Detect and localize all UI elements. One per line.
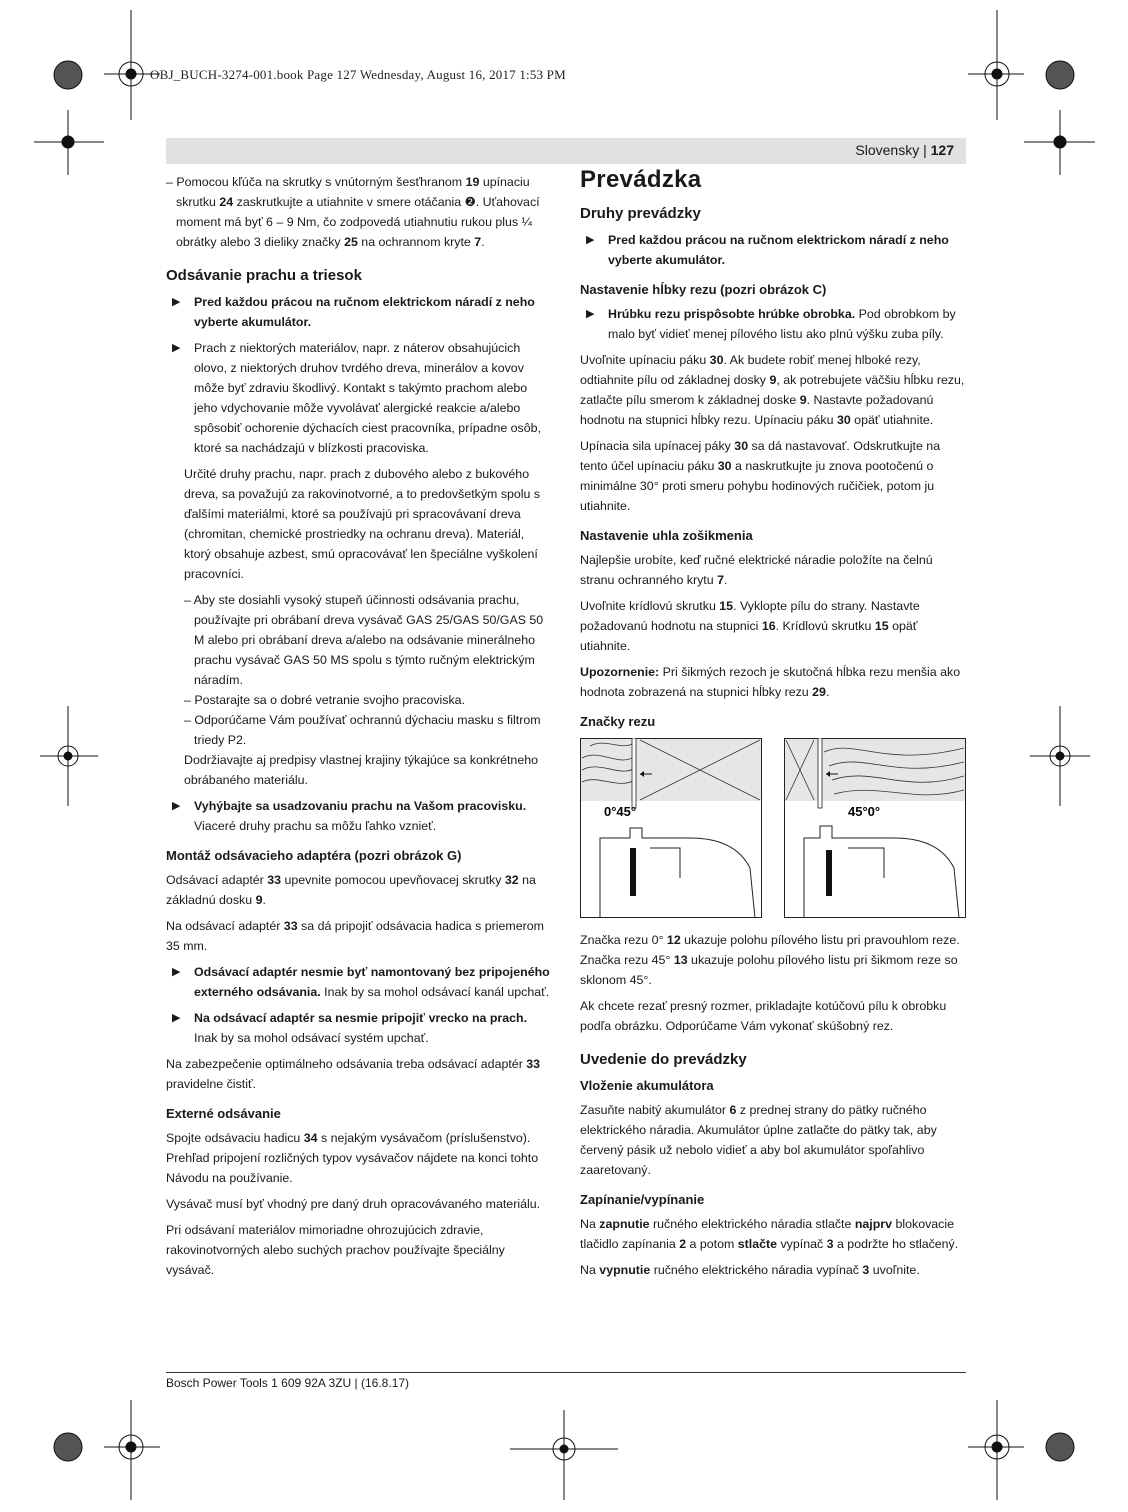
paragraph: Najlepšie urobíte, keď ručné elektrické náradie položíte na čelnú stranu ochranného krytu 7. [580,553,933,587]
paragraph: Na zapnutie ručného elektrického náradia stlačte najprv blokovacie tlačidlo zapínania 2 a potom stlačte vypínač 3 a podržte ho stlačený. [580,1217,959,1251]
paragraph: Značka rezu 0° 12 ukazuje polohu pílového listu pri pravouhlom reze. Značka rezu 45° 13 ukazuje polohu pílového listu pri šikmom reze so sklonom 45°. [580,933,960,987]
paragraph: Upínacia sila upínacej páky 30 sa dá nastavovať. Odskrutkujte na tento účel upínaciu páku 30 a naskrutkujte ju znova pootočenú o minimálne 30° proti smeru pohybu hodinových ručičiek, potom ju utiahnite. [580,439,941,513]
section-heading: Odsávanie prachu a triesok [166,267,362,284]
subsection-heading: Zapínanie/vypínanie [580,1192,705,1207]
paragraph: Pri odsávaní materiálov mimoriadne ohrozujúcich zdravie, rakovinotvorných alebo suchých prachov používajte špeciálny vysávač. [166,1223,505,1277]
bullet-arrow-icon: ▶ [172,966,181,978]
chapter-title: Prevádzka [580,166,702,193]
paragraph: Dodržiavajte aj predpisy vlastnej krajiny týkajúce sa konkrétneho obrábaného materiálu. [184,753,538,787]
paragraph: Spojte odsávaciu hadicu 34 s nejakým vysávačom (príslušenstvo). Prehľad pripojení rozličných typov vysávačov nájdete na konci tohto Návodu na používanie. [166,1131,539,1185]
page-header [166,138,966,164]
paragraph: Upozornenie: Pri šikmých rezoch je skutočná hĺbka rezu menšia ako hodnota zobrazená na stupnici hĺbky rezu 29. [580,665,961,699]
right-column [580,166,966,1286]
paragraph: – Pomocou kľúča na skrutky s vnútorným šesťhranom 19 upínaciu skrutku 24 zaskrutkujte a utiahnite v smere otáčania ❷. Uťahovací moment má byť 6 – 9 Nm, čo zodpovedá utiahnutiu rukou plus ¼ obrátky alebo 3 dieliky značky 25 na ochrannom kryte 7. [166,175,540,249]
page-footer: Bosch Power Tools 1 609 92A 3ZU | (16.8.17) [166,1376,410,1390]
paragraph: Na zabezpečenie optimálneho odsávania treba odsávací adaptér 33 pravidelne čistiť. [166,1057,541,1091]
figure-label: 45°0° [848,804,881,819]
bullet-arrow-icon: ▶ [172,1012,181,1024]
print-slug: OBJ_BUCH-3274-001.book Page 127 Wednesday, August 16, 2017 1:53 PM [150,67,566,82]
subsection-heading: Externé odsávanie [166,1106,281,1121]
cut-mark-figure-0-45 [580,738,762,918]
paragraph: Zasuňte nabitý akumulátor 6 z prednej strany do pätky ručného elektrického náradia. Akumulátor úplne zatlačte do pätky tak, aby červený pásik už nebolo vidieť a aby bol akumulátor spoľahlivo zaaretovaný. [580,1103,937,1177]
warning-item: ▶ Odsávací adaptér nesmie byť namontovaný bez pripojeného externého odsávania. Inak by sa mohol odsávací kanál upchať. [166,962,552,1002]
figure-label: 0°45° [604,804,637,819]
paragraph: Odsávací adaptér 33 upevnite pomocou upevňovacej skrutky 32 na základnú dosku 9. [166,873,536,907]
paragraph: Uvoľnite upínaciu páku 30. Ak budete robiť menej hlboké rezy, odtiahnite pílu od základnej dosky 9, ak potrebujete väčšiu hĺbku rezu, zatlačte pílu smerom k základnej doske 9. Nastavte požadovanú hodnotu na stupnici hĺbky rezu. Upínaciu páku 30 opäť utiahnite. [580,353,965,427]
section-heading: Druhy prevádzky [580,205,701,222]
warning-item: ▶ Na odsávací adaptér sa nesmie pripojiť vrecko na prach. Inak by sa mohol odsávací systém upchať. [166,1008,552,1048]
bullet-arrow-icon: ▶ [586,234,595,246]
paragraph: Určité druhy prachu, napr. prach z dubového alebo z bukového dreva, sa považujú za rakovinotvorné, a to predovšetkým spolu s ďalšími materiálmi, ktoré sa používajú pri spracovávaní dreva (chromitan, chemické prostriedky na ochranu dreva). Materiál, ktorý obsahuje azbest, smú opracovávať len špeciálne vyškolení pracovníci. [184,467,541,581]
dash-item: – Postarajte sa o dobré vetranie svojho pracoviska. [184,693,466,707]
subsection-heading: Vloženie akumulátora [580,1078,714,1093]
dash-item: – Aby ste dosiahli vysoký stupeň účinnosti odsávania prachu, používajte pri obrábaní dreva vysávač GAS 25/GAS 50/GAS 50 M alebo pri obrábaní dreva a/alebo na odsávanie minerálneho prachu vysávač GAS 50 MS spolu s týmto ručným elektrickým náradím. [184,593,544,687]
paragraph: Vysávač musí byť vhodný pre daný druh opracovávaného materiálu. [166,1197,541,1211]
warning-item: ▶ Vyhýbajte sa usadzovaniu prachu na Vašom pracovisku. Viaceré druhy prachu sa môžu ľahko vznieť. [166,796,552,836]
subsection-heading: Nastavenie hĺbky rezu (pozri obrázok C) [580,282,827,297]
bullet-arrow-icon: ▶ [172,342,181,354]
paragraph: Uvoľnite krídlovú skrutku 15. Vyklopte pílu do strany. Nastavte požadovanú hodnotu na stupnici 16. Krídlovú skrutku 15 opäť utiahnite. [580,599,920,653]
bullet-arrow-icon: ▶ [586,308,595,320]
footer-rule [166,1372,966,1373]
dash-item: – Odporúčame Vám používať ochrannú dýchaciu masku s filtrom triedy P2. [184,713,541,747]
page-number: 127 [930,142,954,158]
paragraph: Na odsávací adaptér 33 sa dá pripojiť odsávacia hadica s priemerom 35 mm. [166,919,544,953]
paragraph: Ak chcete rezať presný rozmer, prikladajte kotúčovú pílu k obrobku podľa obrázku. Odporúčame Vám vykonať skúšobný rez. [580,999,947,1033]
left-column [166,172,552,1286]
subsection-heading: Montáž odsávacieho adaptéra (pozri obrázok G) [166,848,462,863]
cut-mark-figure-45-0 [784,738,966,918]
header-language: Slovensky | [855,142,931,158]
subsection-heading: Značky rezu [580,714,656,729]
warning-item: ▶ Prach z niektorých materiálov, napr. z náterov obsahujúcich olovo, z niektorých druhov tvrdého dreva, minerálov a kovov môže byť zdraviu škodlivý. Kontakt s takýmto prachom alebo jeho vdychovanie môže vyvolávať alergické reakcie a/alebo spôsobiť ochorenie dýchacích ciest pracovníka, prípadne osôb, ktoré sa nachádzajú v blízkosti pracoviska. [166,338,552,458]
section-heading: Uvedenie do prevádzky [580,1051,747,1068]
cut-mark-figures [580,738,966,918]
bullet-arrow-icon: ▶ [172,800,181,812]
bullet-arrow-icon: ▶ [172,296,181,308]
warning-item: ▶ Pred každou prácou na ručnom elektrickom náradí z neho vyberte akumulátor. [166,292,552,332]
warning-item: ▶ Hrúbku rezu prispôsobte hrúbke obrobka. Pod obrobkom by malo byť vidieť menej pílového listu ako plnú výšku zuba píly. [580,304,966,344]
subsection-heading: Nastavenie uhla zošikmenia [580,528,753,543]
paragraph: Na vypnutie ručného elektrického náradia vypínač 3 uvoľnite. [580,1263,920,1277]
warning-item: ▶ Pred každou prácou na ručnom elektrickom náradí z neho vyberte akumulátor. [580,230,966,270]
